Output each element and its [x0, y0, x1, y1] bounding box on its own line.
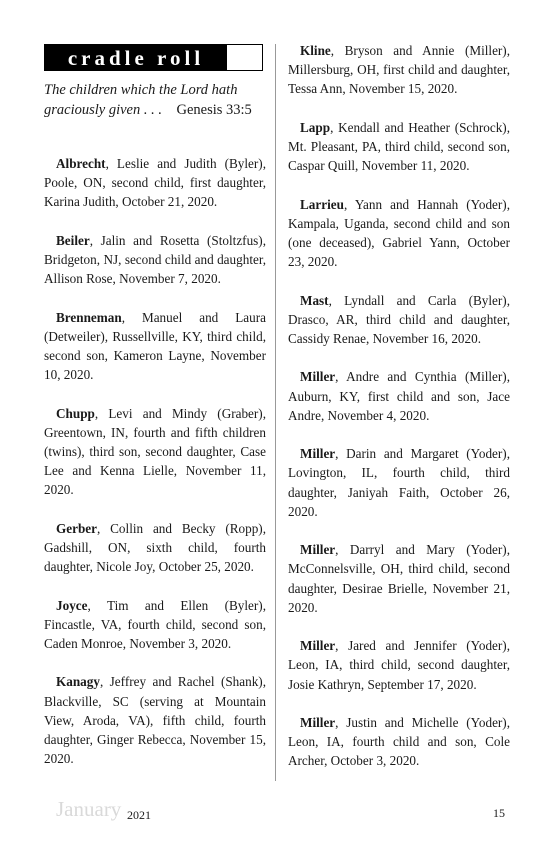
- announcement-details: , Kendall and Heather (Schrock), Mt. Pleasant, PA, third child, second son, Caspar Quill, November 11, 2020.: [288, 119, 510, 174]
- announcement-details: , Manuel and Laura (Detweiler), Russellville, KY, third child, second son, Kameron Layne, November 10, 2020.: [44, 309, 266, 383]
- birth-announcement: [44, 308, 266, 385]
- birth-announcement: [44, 519, 266, 577]
- family-surname: Chupp: [56, 405, 95, 421]
- announcement-details: , Darryl and Mary (Yoder), McConnelsville, OH, third child, second daughter, Desirae Brielle, November 21, 2020.: [288, 542, 510, 615]
- birth-announcement: [44, 154, 266, 212]
- family-surname: Kanagy: [56, 674, 100, 690]
- family-surname: Beiler: [56, 232, 90, 248]
- family-surname: Kline: [300, 43, 331, 58]
- announcement-details: , Yann and Hannah (Yoder), Kampala, Uganda, second child and son (one deceased), Gabriel Yann, October 23, 2020.: [288, 196, 510, 270]
- family-surname: Lapp: [300, 119, 331, 135]
- scripture-verse: [44, 80, 266, 120]
- section-header: [44, 44, 263, 71]
- announcement-details: , Jeffrey and Rachel (Shank), Blackville, SC (serving at Mountain View, Aroda, VA), fifth child, fourth daughter, Ginger Rebecca, November 15, 2020.: [44, 674, 266, 767]
- verse-text: The children which the Lord hath graciously given . . .: [44, 82, 238, 118]
- birth-announcement: [288, 540, 510, 617]
- verse-reference: Genesis 33:5: [176, 102, 252, 118]
- announcement-details: , Justin and Michelle (Yoder), Leon, IA, fourth child and son, Cole Archer, October 3, 2020.: [288, 714, 510, 769]
- birth-announcement: [44, 672, 266, 768]
- birth-announcement: [288, 444, 510, 521]
- footer-month: January: [56, 797, 122, 821]
- birth-announcement: [44, 231, 266, 289]
- family-surname: Mast: [300, 292, 329, 308]
- birth-announcement: [288, 713, 510, 771]
- footer-year: 2021: [127, 808, 151, 822]
- page-number: 15: [493, 806, 505, 820]
- birth-announcement: [288, 41, 510, 99]
- family-surname: Miller: [300, 446, 336, 462]
- section-title: cradle roll: [67, 46, 205, 70]
- announcement-details: , Jalin and Rosetta (Stoltzfus), Bridgeton, NJ, second child and daughter, Allison Rose, November 7, 2020.: [44, 232, 266, 287]
- family-surname: Larrieu: [300, 196, 344, 212]
- birth-announcement: [44, 404, 266, 500]
- announcement-details: , Darin and Margaret (Yoder), Lovington, IL, fourth child, third daughter, Janiyah Faith, October 26, 2020.: [288, 446, 510, 519]
- column-divider: [275, 44, 276, 781]
- family-surname: Miller: [300, 369, 336, 385]
- birth-announcement: [44, 596, 266, 654]
- right-column: [288, 41, 510, 790]
- announcement-details: , Jared and Jennifer (Yoder), Leon, IA, third child, second daughter, Josie Kathryn, September 17, 2020.: [288, 638, 510, 692]
- family-surname: Brenneman: [56, 309, 122, 325]
- family-surname: Miller: [300, 542, 336, 558]
- announcement-details: , Tim and Ellen (Byler), Fincastle, VA, fourth child, second son, Caden Monroe, November 3, 2020.: [44, 597, 266, 651]
- birth-announcement: [288, 195, 510, 272]
- family-surname: Miller: [300, 714, 336, 730]
- birth-announcement: [288, 636, 510, 694]
- birth-announcement: [288, 118, 510, 176]
- family-surname: Miller: [300, 638, 336, 654]
- left-column: [44, 154, 266, 788]
- announcement-details: , Andre and Cynthia (Miller), Auburn, KY, first child and son, Jace Andre, November 4, 2020.: [288, 369, 510, 423]
- announcement-details: , Levi and Mindy (Graber), Greentown, IN, fourth and fifth children (twins), third son, second daughter, Case Lee and Kenna Lielle, November 11, 2020.: [44, 405, 266, 498]
- birth-announcement: [288, 367, 510, 425]
- announcement-details: , Leslie and Judith (Byler), Poole, ON, second child, first daughter, Karina Judith, October 21, 2020.: [44, 156, 266, 210]
- family-surname: Albrecht: [56, 156, 106, 171]
- family-surname: Joyce: [56, 597, 88, 613]
- birth-announcement: [288, 291, 510, 349]
- announcement-details: , Collin and Becky (Ropp), Gadshill, ON, sixth child, fourth daughter, Nicole Joy, October 25, 2020.: [44, 520, 266, 575]
- family-surname: Gerber: [56, 520, 98, 536]
- announcement-details: , Lyndall and Carla (Byler), Drasco, AR, third child and daughter, Cassidy Renae, November 16, 2020.: [288, 292, 510, 346]
- announcement-details: , Bryson and Annie (Miller), Millersburg, OH, first child and daughter, Tessa Ann, November 15, 2020.: [288, 43, 510, 97]
